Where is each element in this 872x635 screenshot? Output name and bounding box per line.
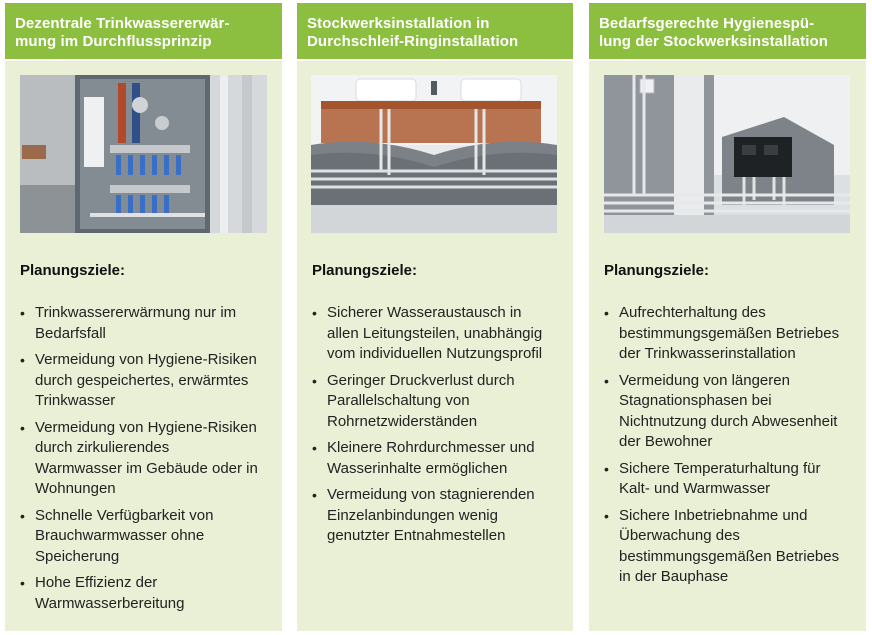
- goal-item: [604, 371, 858, 453]
- goal-line: • Trinkwassererwärmung nur im: [35, 304, 237, 321]
- goal-line: Wasserinhalte ermöglichen: [327, 459, 508, 477]
- goal-item: [604, 506, 858, 588]
- column-ring-installation: [297, 3, 573, 631]
- column-title-line: Dezentrale Trinkwassererwär-: [15, 15, 230, 32]
- goal-line: Einzelanbindungen wenig: [327, 506, 498, 524]
- goal-line: • Vermeidung von stagnierenden: [327, 486, 535, 503]
- goal-line: Nichtnutzung durch Abwesenheit: [619, 412, 838, 430]
- goal-line: • Sichere Temperaturhaltung für: [619, 459, 821, 477]
- goal-item: [20, 573, 274, 614]
- goals-list: [312, 303, 565, 553]
- goal-line: durch gespeichertes, erwärmtes: [35, 371, 249, 389]
- goal-item: [20, 350, 274, 412]
- goal-line: durch zirkulierendes: [35, 439, 170, 456]
- goal-item: [604, 459, 858, 500]
- goals-list: [20, 303, 274, 620]
- photo-distribution-cabinet: [20, 75, 267, 233]
- goal-line: Speicherung: [35, 547, 120, 565]
- goal-line: genutzter Entnahmestellen: [327, 527, 506, 544]
- column-title-line: mung im Durchflussprinzip: [15, 33, 212, 50]
- goal-line: der Bewohner: [619, 433, 713, 450]
- goal-item: [312, 303, 565, 365]
- goal-line: bestimmungsgemäßen Betriebes: [619, 324, 840, 342]
- goal-line: Bedarfsfall: [35, 324, 106, 342]
- column-title-line: Durchschleif-Ringinstallation: [307, 33, 519, 50]
- goal-line: in der Bauphase: [619, 568, 729, 585]
- column-title: [297, 3, 573, 61]
- column-hygiene-flush: [589, 3, 866, 631]
- goal-item: [20, 303, 274, 344]
- goal-line: • Schnelle Verfügbarkeit von: [35, 506, 214, 524]
- goal-line: Wohnungen: [35, 480, 116, 497]
- goal-line: der Trinkwasserinstallation: [619, 345, 796, 362]
- column-title: [5, 3, 282, 61]
- goal-item: [604, 303, 858, 365]
- goal-line: • Aufrechterhaltung des: [619, 304, 766, 321]
- goal-line: • Hohe Effizienz der: [35, 574, 158, 591]
- column-title: [589, 3, 866, 61]
- goal-line: • Sichere Inbetriebnahme und: [619, 506, 808, 524]
- goal-line: • Sicherer Wasseraustausch in: [327, 304, 522, 321]
- goals-title: Planungsziele:: [312, 262, 418, 279]
- goal-line: allen Leitungsteilen, unabhängig: [327, 324, 543, 342]
- goal-line: Parallelschaltung von: [327, 392, 470, 409]
- photo-flush-unit: [604, 75, 850, 233]
- goals-list: [604, 303, 858, 594]
- goal-line: Überwachung des: [619, 527, 740, 544]
- goal-line: • Geringer Druckverlust durch: [327, 371, 515, 389]
- goal-line: vom individuellen Nutzungsprofil: [327, 345, 543, 362]
- goals-title: Planungsziele:: [20, 262, 126, 279]
- goal-line: • Kleinere Rohrdurchmesser und: [327, 439, 535, 456]
- goal-line: • Vermeidung von Hygiene-Risiken: [35, 351, 257, 368]
- goal-line: bestimmungsgemäßen Betriebes: [619, 547, 840, 565]
- column-title-line: lung der Stockwerksinstallation: [599, 33, 828, 50]
- column-title-line: Bedarfsgerechte Hygienespü-: [599, 15, 815, 32]
- goal-item: [20, 418, 274, 500]
- goal-line: • Vermeidung von Hygiene-Risiken: [35, 418, 257, 436]
- goal-line: Stagnationsphasen bei: [619, 392, 772, 409]
- goal-item: [312, 371, 565, 433]
- goal-item: [312, 438, 565, 479]
- goal-line: Trinkwasser: [35, 392, 116, 409]
- goal-line: Rohrnetzwiderständen: [327, 412, 478, 430]
- goal-line: Kalt- und Warmwasser: [619, 480, 771, 497]
- goals-title: Planungsziele:: [604, 262, 710, 279]
- goal-item: [312, 485, 565, 547]
- goal-line: Warmwasserbereitung: [35, 594, 185, 612]
- goal-item: [20, 506, 274, 568]
- goal-line: Warmwasser im Gebäude oder in: [35, 459, 258, 477]
- goal-line: Brauchwarmwasser ohne: [35, 527, 205, 544]
- column-title-line: Stockwerksinstallation in: [307, 15, 490, 32]
- photo-ring-piping: [311, 75, 557, 233]
- column-decentral-heating: [5, 3, 282, 631]
- goal-line: • Vermeidung von längeren: [619, 371, 790, 389]
